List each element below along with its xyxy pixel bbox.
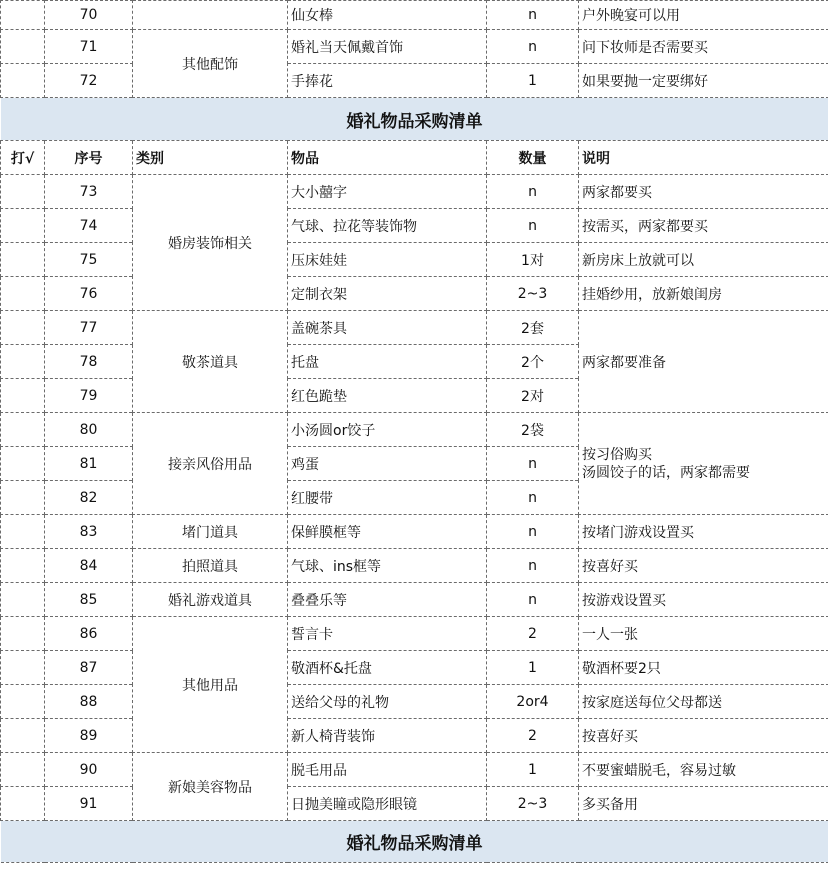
- item-cell: 日抛美瞳或隐形眼镜: [288, 787, 487, 821]
- bottom-title-row: [1, 821, 828, 863]
- table-row[interactable]: [1, 753, 828, 787]
- note-cell: 挂婚纱用，放新娘闺房: [579, 277, 828, 311]
- qty-cell: n: [487, 30, 579, 64]
- item-cell: 新人椅背装饰: [288, 719, 487, 753]
- header-check: 打√: [1, 141, 45, 175]
- category-cell: 婚房装饰相关: [133, 175, 288, 311]
- table-row[interactable]: [1, 413, 828, 447]
- num-cell: 79: [45, 379, 133, 413]
- table-row[interactable]: [1, 277, 828, 311]
- item-cell: 鸡蛋: [288, 447, 487, 481]
- num-cell: 89: [45, 719, 133, 753]
- item-cell: 托盘: [288, 345, 487, 379]
- table-row[interactable]: [1, 515, 828, 549]
- category-cell: 新娘美容物品: [133, 753, 288, 821]
- qty-cell: 2~3: [487, 277, 579, 311]
- qty-cell: n: [487, 515, 579, 549]
- qty-cell: 2套: [487, 311, 579, 345]
- section-title: 婚礼物品采购清单: [1, 98, 828, 141]
- note-cell: 如果要抛一定要绑好: [579, 64, 828, 98]
- item-cell: 红腰带: [288, 481, 487, 515]
- note-cell: [579, 413, 828, 515]
- category-cell: 其他配饰: [133, 30, 288, 98]
- check-cell[interactable]: [1, 617, 45, 651]
- num-cell: 70: [45, 1, 133, 30]
- item-cell: 小汤圆or饺子: [288, 413, 487, 447]
- num-cell: 77: [45, 311, 133, 345]
- table-row[interactable]: [1, 175, 828, 209]
- note-cell: 两家都要准备: [579, 311, 828, 413]
- num-cell: 74: [45, 209, 133, 243]
- table-row[interactable]: [1, 787, 828, 821]
- category-cell: [133, 1, 288, 30]
- qty-cell: 2个: [487, 345, 579, 379]
- table-row[interactable]: [1, 719, 828, 753]
- table-row[interactable]: [1, 549, 828, 583]
- check-cell[interactable]: [1, 481, 45, 515]
- note-cell: 新房床上放就可以: [579, 243, 828, 277]
- category-cell: 堵门道具: [133, 515, 288, 549]
- qty-cell: n: [487, 1, 579, 30]
- item-cell: 叠叠乐等: [288, 583, 487, 617]
- qty-cell: 1: [487, 753, 579, 787]
- num-cell: 84: [45, 549, 133, 583]
- category-cell: 婚礼游戏道具: [133, 583, 288, 617]
- check-cell[interactable]: [1, 243, 45, 277]
- num-cell: 86: [45, 617, 133, 651]
- note-cell: 敬酒杯要2只: [579, 651, 828, 685]
- table-row[interactable]: [1, 583, 828, 617]
- item-cell: 保鲜膜框等: [288, 515, 487, 549]
- note-cell: 一人一张: [579, 617, 828, 651]
- note-cell: 按家庭送每位父母都送: [579, 685, 828, 719]
- qty-cell: 1: [487, 651, 579, 685]
- check-cell[interactable]: [1, 345, 45, 379]
- header-qty: 数量: [487, 141, 579, 175]
- note-line: 按习俗购买: [582, 446, 652, 463]
- check-cell[interactable]: [1, 787, 45, 821]
- section-title-row: [1, 98, 828, 141]
- item-cell: 红色跪垫: [288, 379, 487, 413]
- num-cell: 81: [45, 447, 133, 481]
- num-cell: 87: [45, 651, 133, 685]
- item-cell: 盖碗茶具: [288, 311, 487, 345]
- qty-cell: 1对: [487, 243, 579, 277]
- item-cell: 婚礼当天佩戴首饰: [288, 30, 487, 64]
- check-cell[interactable]: [1, 447, 45, 481]
- num-cell: 91: [45, 787, 133, 821]
- qty-cell: 2袋: [487, 413, 579, 447]
- item-cell: 气球、拉花等装饰物: [288, 209, 487, 243]
- num-cell: 76: [45, 277, 133, 311]
- check-cell[interactable]: [1, 413, 45, 447]
- qty-cell: 2or4: [487, 685, 579, 719]
- qty-cell: 2对: [487, 379, 579, 413]
- check-cell[interactable]: [1, 719, 45, 753]
- item-cell: 敬酒杯&托盘: [288, 651, 487, 685]
- header-category: 类别: [133, 141, 288, 175]
- num-cell: 73: [45, 175, 133, 209]
- table-row[interactable]: [1, 685, 828, 719]
- check-cell[interactable]: [1, 379, 45, 413]
- table-row[interactable]: [1, 64, 828, 98]
- header-row: [1, 141, 828, 175]
- num-cell: 82: [45, 481, 133, 515]
- num-cell: 90: [45, 753, 133, 787]
- note-cell: 按游戏设置买: [579, 583, 828, 617]
- table-row[interactable]: [1, 1, 828, 30]
- note-cell: 按需买，两家都要买: [579, 209, 828, 243]
- num-cell: 85: [45, 583, 133, 617]
- num-cell: 72: [45, 64, 133, 98]
- bottom-title: 婚礼物品采购清单: [1, 821, 828, 863]
- qty-cell: 2~3: [487, 787, 579, 821]
- check-cell[interactable]: [1, 651, 45, 685]
- item-cell: 脱毛用品: [288, 753, 487, 787]
- table-row[interactable]: [1, 617, 828, 651]
- category-cell: 其他用品: [133, 617, 288, 753]
- check-cell[interactable]: [1, 685, 45, 719]
- qty-cell: n: [487, 481, 579, 515]
- check-cell[interactable]: [1, 175, 45, 209]
- header-note: 说明: [579, 141, 828, 175]
- table-row[interactable]: [1, 30, 828, 64]
- table-row[interactable]: [1, 243, 828, 277]
- note-cell: 多买备用: [579, 787, 828, 821]
- item-cell: 仙女棒: [288, 1, 487, 30]
- note-cell: 两家都要买: [579, 175, 828, 209]
- header-num: 序号: [45, 141, 133, 175]
- check-cell[interactable]: [1, 583, 45, 617]
- check-cell[interactable]: [1, 64, 45, 98]
- qty-cell: n: [487, 549, 579, 583]
- note-cell: 不要蜜蜡脱毛，容易过敏: [579, 753, 828, 787]
- check-cell[interactable]: [1, 209, 45, 243]
- note-cell: 按喜好买: [579, 719, 828, 753]
- num-cell: 78: [45, 345, 133, 379]
- check-cell[interactable]: [1, 1, 45, 30]
- qty-cell: n: [487, 583, 579, 617]
- num-cell: 71: [45, 30, 133, 64]
- num-cell: 88: [45, 685, 133, 719]
- qty-cell: 2: [487, 719, 579, 753]
- num-cell: 83: [45, 515, 133, 549]
- note-line: 汤圆饺子的话，两家都需要: [582, 464, 750, 481]
- note-cell: 按喜好买: [579, 549, 828, 583]
- qty-cell: 2: [487, 617, 579, 651]
- header-item: 物品: [288, 141, 487, 175]
- qty-cell: n: [487, 175, 579, 209]
- table-row[interactable]: [1, 651, 828, 685]
- item-cell: 压床娃娃: [288, 243, 487, 277]
- item-cell: 大小囍字: [288, 175, 487, 209]
- item-cell: 誓言卡: [288, 617, 487, 651]
- check-cell[interactable]: [1, 549, 45, 583]
- qty-cell: 1: [487, 64, 579, 98]
- num-cell: 75: [45, 243, 133, 277]
- item-cell: 送给父母的礼物: [288, 685, 487, 719]
- table-row[interactable]: [1, 311, 828, 345]
- item-cell: 手捧花: [288, 64, 487, 98]
- category-cell: 敬茶道具: [133, 311, 288, 413]
- check-cell[interactable]: [1, 515, 45, 549]
- item-cell: 气球、ins框等: [288, 549, 487, 583]
- num-cell: 80: [45, 413, 133, 447]
- table-row[interactable]: [1, 209, 828, 243]
- item-cell: 定制衣架: [288, 277, 487, 311]
- note-cell: 户外晚宴可以用: [579, 1, 828, 30]
- qty-cell: n: [487, 447, 579, 481]
- note-cell: 按堵门游戏设置买: [579, 515, 828, 549]
- qty-cell: n: [487, 209, 579, 243]
- category-cell: 接亲风俗用品: [133, 413, 288, 515]
- check-cell[interactable]: [1, 753, 45, 787]
- category-cell: 拍照道具: [133, 549, 288, 583]
- check-cell[interactable]: [1, 311, 45, 345]
- check-cell[interactable]: [1, 277, 45, 311]
- note-cell: 问下妆师是否需要买: [579, 30, 828, 64]
- check-cell[interactable]: [1, 30, 45, 64]
